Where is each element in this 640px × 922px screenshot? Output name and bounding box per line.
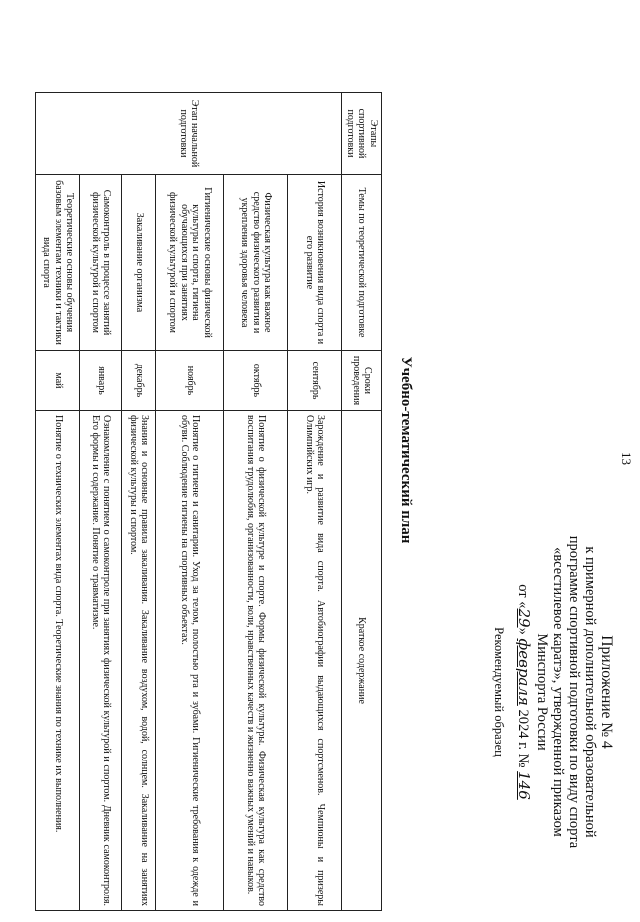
header-content: Краткое содержание [342, 411, 382, 911]
header-term: Сроки проведения [342, 351, 382, 411]
content-cell: Понятие о физической культуре и спорте. Формы физической культуры. Физическая культура как средство воспитания трудолюбия, организованности, воли, нравственных качеств и жизненно важных умений и навыков. [224, 411, 288, 911]
order-number: 146 [515, 771, 533, 800]
table-row [80, 93, 122, 911]
table-header-row [342, 93, 382, 911]
header-stage: Этапы спортивной подготовки [342, 93, 382, 175]
appendix-line: «всестилевое каратэ», утвержденной приказом [550, 547, 566, 837]
appendix-line: Минспорта России [534, 633, 550, 751]
term-cell: сентябрь [288, 351, 342, 411]
order-day: 29 [515, 608, 533, 628]
topic-cell: Теоретические основы обучения базовым элементам техники и тактики вида спорта [36, 175, 80, 351]
topic-cell: Гигиенические основы физической культуры и спорта, гигиена обучающихся при занятиях физической культурой и спортом [156, 175, 224, 351]
stage-cell: Этап начальной подготовки [36, 93, 342, 175]
content-cell: Понятие о технических элементах вида спорта. Теоретические знания по технике их выполнения. [36, 411, 80, 911]
table-row [224, 93, 288, 911]
term-cell: ноябрь [156, 351, 224, 411]
order-prefix: от « [515, 584, 531, 609]
term-cell: май [36, 351, 80, 411]
term-cell: январь [80, 351, 122, 411]
appendix-line: к примерной дополнительной образовательной [582, 546, 598, 838]
page-number: 13 [619, 452, 634, 465]
recommended-label: Рекомендуемый образец [492, 627, 506, 757]
content-cell: Понятие о гигиене и санитарии. Уход за телом, полостью рта и зубами. Гигиенические требования к одежде и обуви. Соблюдение гигиены на спортивных объектах. [156, 411, 224, 911]
page-title: Учебно-тематический план [398, 356, 414, 544]
order-year: 2024 г. № [515, 705, 531, 772]
appendix-header [491, 512, 614, 872]
topic-cell: Самоконтроль в процессе занятий физической культурой и спортом [80, 175, 122, 351]
topic-cell: Закаливание организма [122, 175, 156, 351]
table-row [156, 93, 224, 911]
content-cell: Зарождение и развитие вида спорта. Автобиографии выдающихся спортсменов. Чемпионы и призеры Олимпийских игр. [288, 411, 342, 911]
appendix-line: программе спортивной подготовки по виду спорта [566, 535, 582, 849]
order-month: февраля [515, 638, 533, 706]
appendix-title: Приложение № 4 [598, 635, 615, 749]
content-cell: Знания и основные правила закаливания. Закаливание воздухом, водой, солнцем. Закаливание на занятиях физической культуры и спортом. [122, 411, 156, 911]
term-cell: октябрь [224, 351, 288, 411]
order-line [515, 512, 532, 872]
topic-cell: История возникновения вида спорта и его развитие [288, 175, 342, 351]
table-row [36, 93, 80, 911]
header-topic: Темы по теоретической подготовке [342, 175, 382, 351]
training-plan-table [36, 92, 383, 911]
table-row [122, 93, 156, 911]
topic-cell: Физическая культура как важное средство физического развития и укрепления здоровья человека [224, 175, 288, 351]
order-mid: » [515, 627, 531, 639]
content-cell: Ознакомление с понятием о самоконтроле при занятиях физической культурой и спортом. Дневник самоконтроля. Его формы и содержание. Понятие о травматизме. [80, 411, 122, 911]
table-row [288, 93, 342, 911]
term-cell: декабрь [122, 351, 156, 411]
